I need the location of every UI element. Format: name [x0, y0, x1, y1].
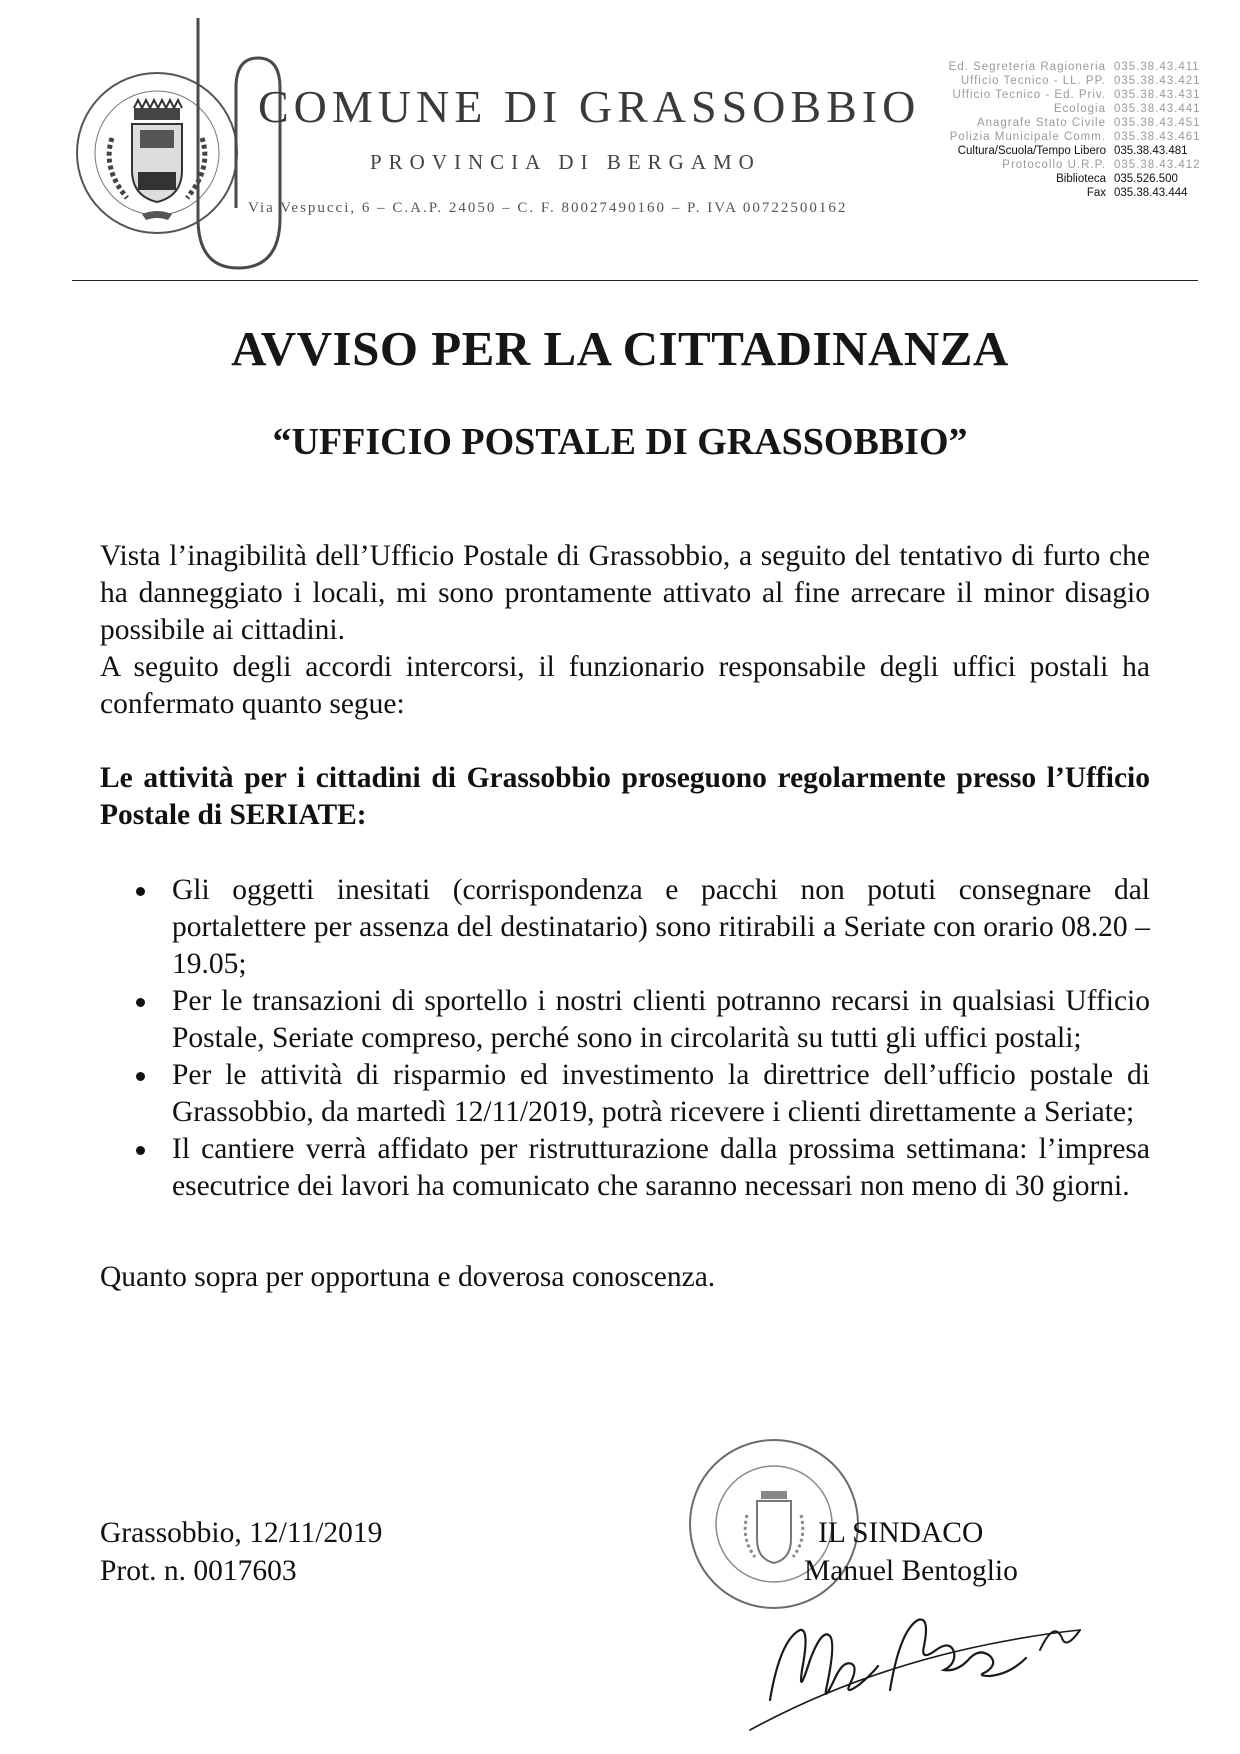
municipality-name: COMUNE DI GRASSOBBIO — [258, 81, 921, 132]
contact-row: Polizia Municipale Comm. 035.38.43.461 — [949, 131, 1201, 143]
closing-sentence: Quanto sopra per opportuna e doverosa conoscenza. — [100, 1261, 716, 1293]
province-name: PROVINCIA DI BERGAMO — [370, 150, 761, 174]
signatory-role: IL SINDACO — [818, 1517, 984, 1549]
header-divider — [72, 280, 1198, 281]
contact-row: Ecologia 035.38.43.441 — [1053, 103, 1201, 115]
bullet-icon — [136, 998, 145, 1007]
contact-row: Protocollo U.R.P. 035.38.43.412 — [1002, 159, 1201, 171]
handwritten-signature-icon — [740, 1580, 1120, 1740]
list-item: Per le attività di risparmio ed investimento la direttrice dell’ufficio postale di Grassobbio, da martedì 12/11/2019, potrà ricevere i clienti direttamente a Seriate; — [100, 1057, 1150, 1131]
paperclip-icon — [188, 18, 308, 278]
paragraph-seriate: Le attività per i cittadini di Grassobbio proseguono regolarmente presso l’Ufficio Postale di SERIATE: — [100, 762, 1150, 831]
contact-row: Biblioteca 035.526.500 — [1056, 173, 1178, 185]
list-item: Gli oggetti inesitati (corrispondenza e pacchi non potuti consegnare dal portalettere per assenza del destinatario) sono ritirabili a Seriate con orario 08.20 – 19.05; — [100, 872, 1150, 983]
municipality-address: Via Vespucci, 6 – C.A.P. 24050 – C. F. 80027490160 – P. IVA 00722500162 — [248, 200, 848, 216]
protocol-number: Prot. n. 0017603 — [100, 1555, 297, 1587]
contact-row: Cultura/Scuola/Tempo Libero 035.38.43.481 — [957, 145, 1188, 157]
contact-row: Ed. Segreteria Ragioneria 035.38.43.411 — [948, 61, 1200, 73]
notice-subtitle: “UFFICIO POSTALE DI GRASSOBBIO” — [272, 421, 968, 463]
contact-directory — [880, 60, 1201, 200]
bullet-icon — [136, 1072, 145, 1081]
notice-body — [100, 538, 1150, 1296]
notice-title: AVVISO PER LA CITTADINANZA — [231, 321, 1009, 376]
paragraph-agreement: A seguito degli accordi intercorsi, il funzionario responsabile degli uffici postali ha confermato quanto segue: — [100, 651, 1150, 720]
bullet-icon — [136, 1146, 145, 1155]
bullet-list — [100, 872, 1150, 1205]
contact-row: Anagrafe Stato Civile 035.38.43.451 — [976, 117, 1201, 129]
list-item: Il cantiere verrà affidato per ristrutturazione dalla prossima settimana: l’impresa esecutrice dei lavori ha comunicato che saranno necessari non meno di 30 giorni. — [100, 1131, 1150, 1205]
place-and-date: Grassobbio, 12/11/2019 — [100, 1517, 383, 1549]
paragraph-intro: Vista l’inagibilità dell’Ufficio Postale di Grassobbio, a seguito del tentativo di furto che ha danneggiato i locali, mi sono prontamente attivato al fine arrecare il minor disagio possibile ai cittadini. — [100, 540, 1150, 646]
contact-row: Ufficio Tecnico - Ed. Priv. 035.38.43.431 — [952, 89, 1201, 101]
contact-row: Fax 035.38.43.444 — [1086, 187, 1188, 199]
bullet-icon — [136, 887, 145, 896]
contact-row: Ufficio Tecnico - LL. PP. 035.38.43.421 — [960, 75, 1201, 87]
list-item: Per le transazioni di sportello i nostri clienti potranno recarsi in qualsiasi Ufficio Postale, Seriate compreso, perché sono in circolarità su tutti gli uffici postali; — [100, 983, 1150, 1057]
signatory-name: Manuel Bentoglio — [804, 1555, 1018, 1587]
